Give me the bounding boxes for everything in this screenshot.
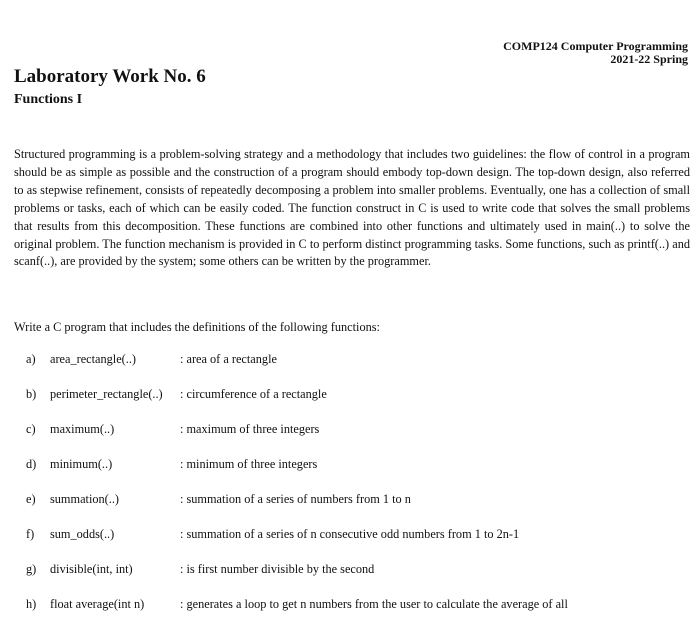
item-letter: g) xyxy=(26,562,37,576)
page-subtitle: Functions I xyxy=(14,92,83,107)
function-description: : maximum of three integers xyxy=(180,422,320,436)
function-description: : summation of a series of n consecutive odd numbers from 1 to 2n-1 xyxy=(180,527,520,541)
item-letter: a) xyxy=(26,352,36,366)
item-letter: f) xyxy=(26,527,35,541)
function-description: : summation of a series of numbers from 1 to n xyxy=(180,492,411,506)
function-description: : generates a loop to get n numbers from the user to calculate the average of all xyxy=(180,597,568,611)
function-name: summation(..) xyxy=(50,492,119,506)
function-name: minimum(..) xyxy=(50,457,113,471)
intro-paragraph: Structured programming is a problem-solving strategy and a methodology that includes two guidelines: the flow of control in a program should be as simple as possible and the construction of a program should embody top-down design. The top-down design, also referred to as stepwise refinement, consists of repeatedly decomposing a problem into smaller problems. Eventually, one has a collection of small problems or tasks, each of which can be easily coded. The function construct in C is used to write code that solves the small problems that results from this decomposition. These functions are combined into other functions and ultimately used in main(..) to solve the original problem. The function mechanism is provided in C to perform distinct programming tasks. Some functions, such as printf(..) and scanf(..), are provided by the system; some others can be written by the programmer. xyxy=(14,147,690,269)
item-letter: d) xyxy=(26,457,37,471)
function-name: divisible(int, int) xyxy=(50,562,133,576)
function-description: : area of a rectangle xyxy=(180,352,277,366)
function-name: sum_odds(..) xyxy=(50,527,115,541)
course-name: COMP124 Computer Programming xyxy=(503,39,688,53)
function-name: float average(int n) xyxy=(50,597,145,611)
course-term: 2021-22 Spring xyxy=(610,52,688,66)
item-letter: c) xyxy=(26,422,36,436)
function-description: : minimum of three integers xyxy=(180,457,318,471)
task-prompt: Write a C program that includes the definitions of the following functions: xyxy=(14,320,380,334)
function-description: : is first number divisible by the second xyxy=(180,562,375,576)
course-header xyxy=(503,40,688,66)
function-name: perimeter_rectangle(..) xyxy=(50,387,163,401)
item-letter: e) xyxy=(26,492,36,506)
page-title: Laboratory Work No. 6 xyxy=(14,66,206,87)
function-name: area_rectangle(..) xyxy=(50,352,137,366)
function-description: : circumference of a rectangle xyxy=(180,387,327,401)
function-name: maximum(..) xyxy=(50,422,115,436)
item-letter: b) xyxy=(26,387,37,401)
item-letter: h) xyxy=(26,597,37,611)
